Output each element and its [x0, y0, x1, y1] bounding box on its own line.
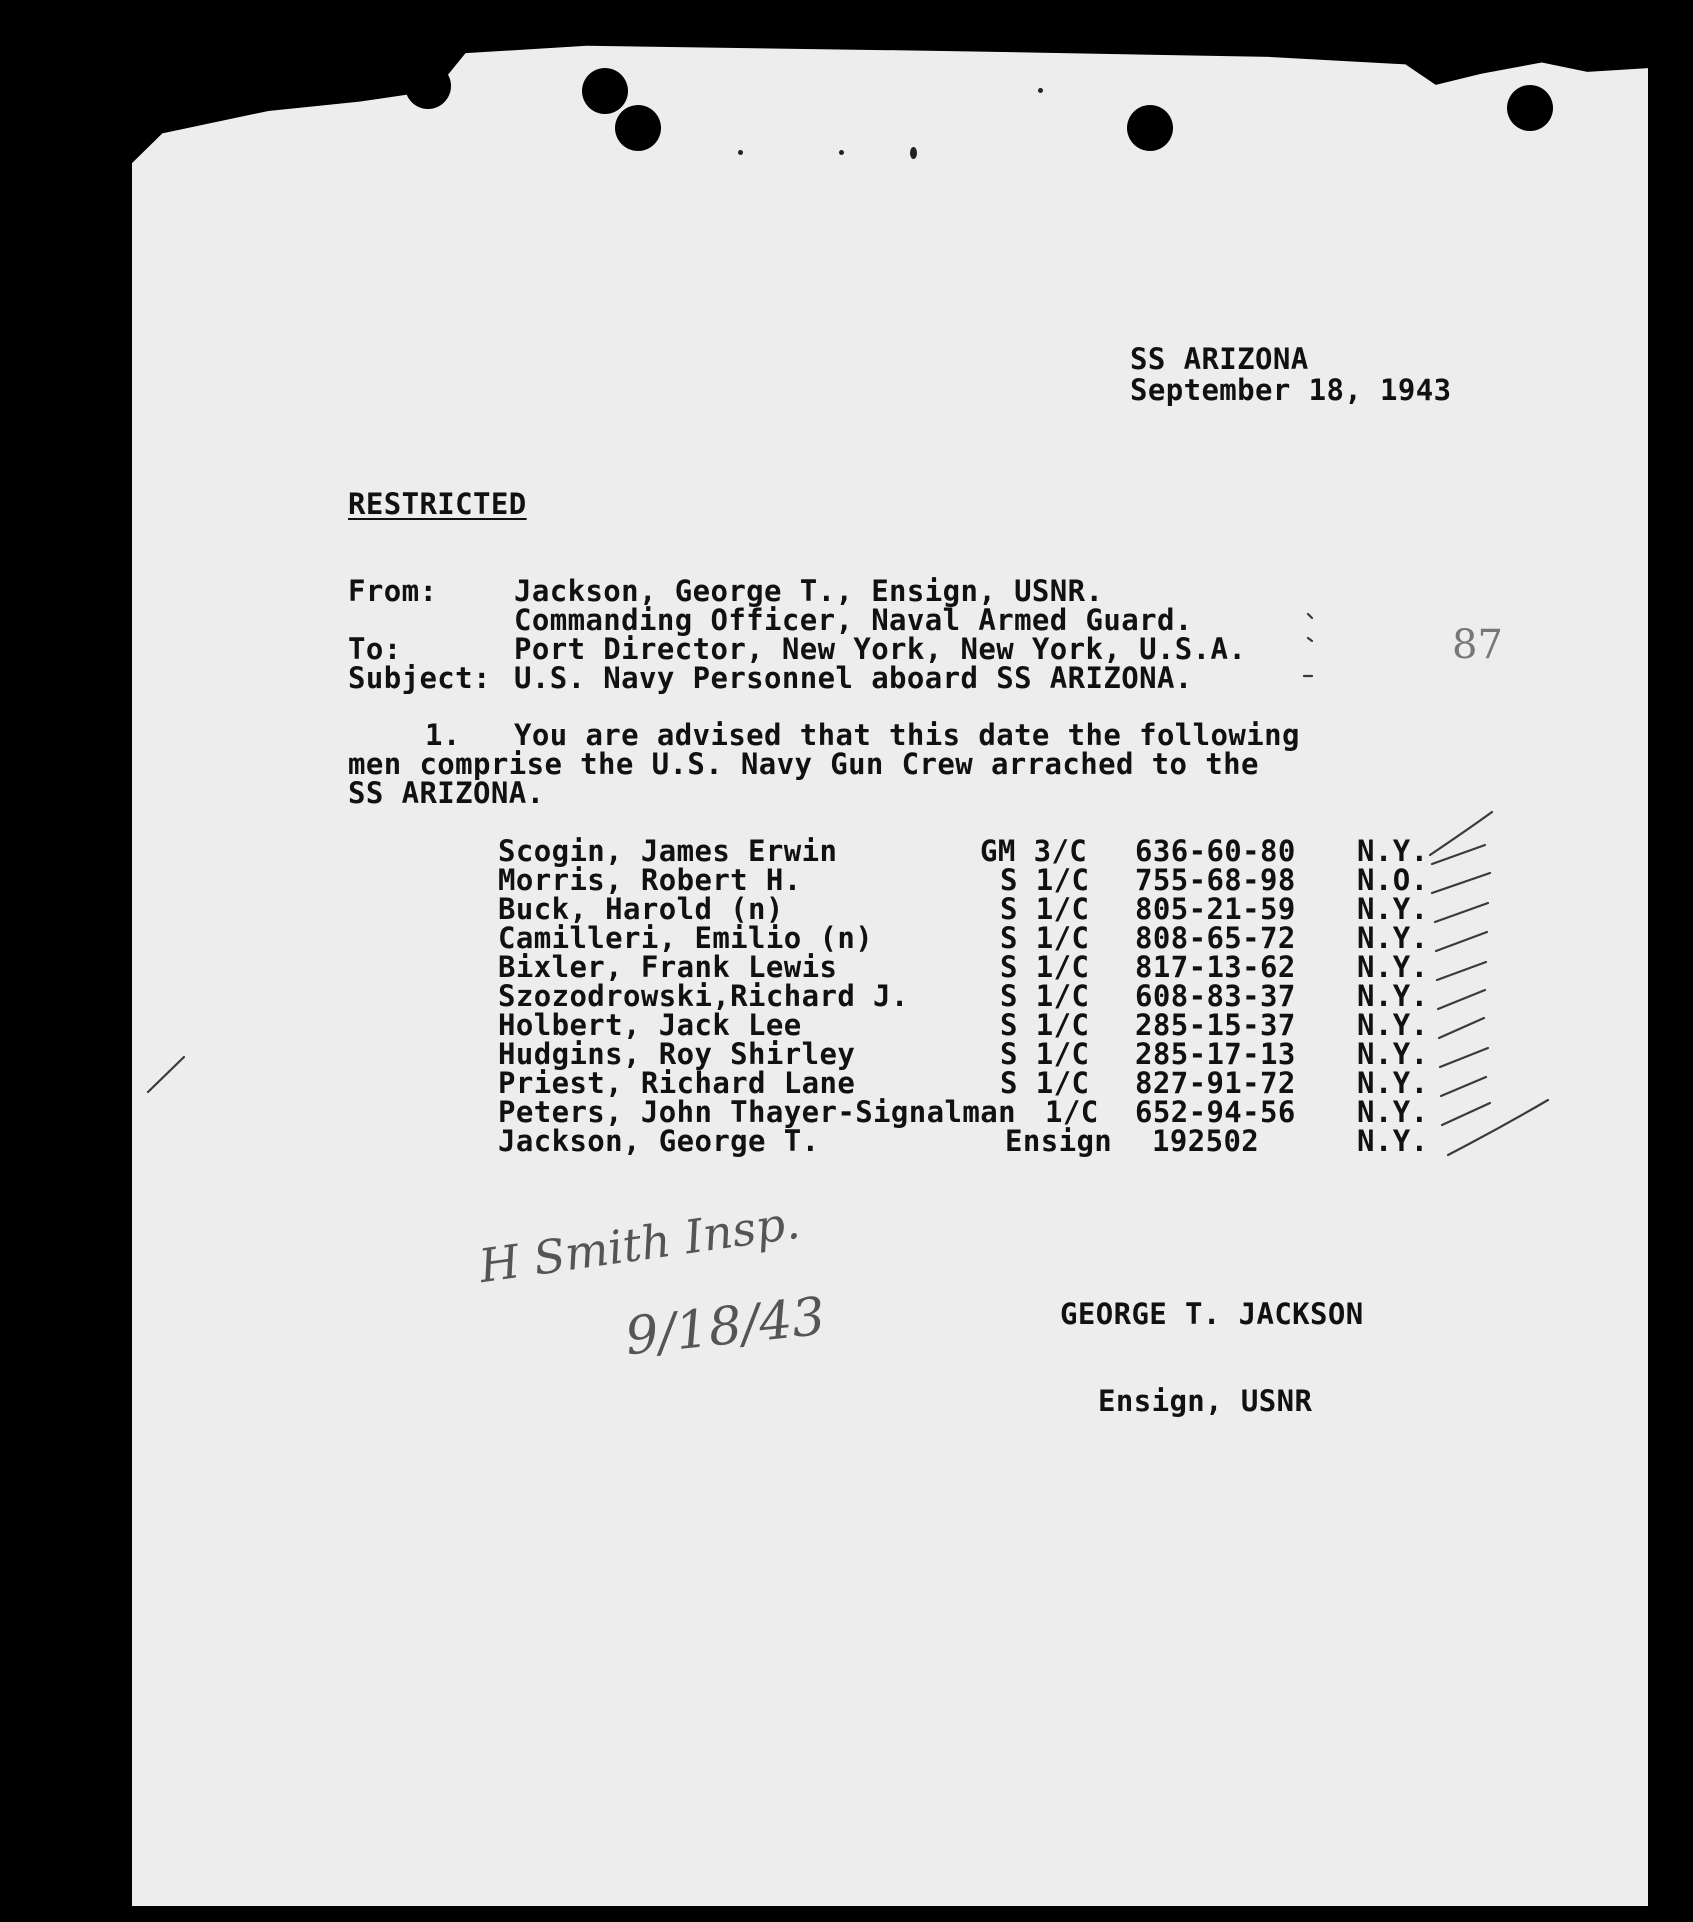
- crew-state: N.Y.: [1357, 950, 1429, 984]
- crew-rate: S 1/C: [1000, 1037, 1090, 1071]
- signature-name: GEORGE T. JACKSON: [1060, 1297, 1364, 1331]
- crew-rate: S 1/C: [1000, 1008, 1090, 1042]
- crew-service-number: 608-83-37: [1135, 979, 1296, 1013]
- crew-rate: Ensign: [1005, 1124, 1113, 1158]
- from-value-line1: Jackson, George T., Ensign, USNR.: [514, 574, 1104, 608]
- classification-label: RESTRICTED: [348, 487, 527, 521]
- crew-rate: 1/C: [1045, 1095, 1099, 1129]
- crew-state: N.Y.: [1357, 921, 1429, 955]
- crew-service-number: 817-13-62: [1135, 950, 1296, 984]
- subject-label: Subject:: [348, 661, 491, 695]
- crew-name: Peters, John Thayer-Signalman: [498, 1095, 1016, 1129]
- crew-rate: S 1/C: [1000, 979, 1090, 1013]
- crew-name: Bixler, Frank Lewis: [498, 950, 838, 984]
- to-value: Port Director, New York, New York, U.S.A.: [514, 632, 1247, 666]
- crew-service-number: 805-21-59: [1135, 892, 1296, 926]
- crew-service-number: 192502: [1152, 1124, 1260, 1158]
- crew-service-number: 755-68-98: [1135, 863, 1296, 897]
- crew-name: Camilleri, Emilio (n): [498, 921, 874, 955]
- crew-state: N.Y.: [1357, 1124, 1429, 1158]
- crew-rate: S 1/C: [1000, 1066, 1090, 1100]
- crew-service-number: 827-91-72: [1135, 1066, 1296, 1100]
- paragraph-number: 1.: [425, 718, 461, 752]
- to-label: To:: [348, 632, 402, 666]
- subject-value: U.S. Navy Personnel aboard SS ARIZONA.: [514, 661, 1193, 695]
- margin-page-number: 87: [1452, 622, 1503, 668]
- crew-name: Priest, Richard Lane: [498, 1066, 856, 1100]
- crew-service-number: 652-94-56: [1135, 1095, 1296, 1129]
- crew-state: N.Y.: [1357, 834, 1429, 868]
- crew-rate: S 1/C: [1000, 950, 1090, 984]
- letter-date: September 18, 1943: [1130, 373, 1452, 407]
- crew-state: N.Y.: [1357, 1095, 1429, 1129]
- crew-name: Szozodrowski,Richard J.: [498, 979, 909, 1013]
- crew-service-number: 808-65-72: [1135, 921, 1296, 955]
- paragraph-line: You are advised that this date the following: [514, 718, 1300, 752]
- crew-name: Buck, Harold (n): [498, 892, 784, 926]
- signature-title: Ensign, USNR: [1098, 1384, 1313, 1418]
- crew-state: N.Y.: [1357, 1066, 1429, 1100]
- handwritten-inspection-date: 9/18/43: [622, 1286, 829, 1368]
- crew-rate: S 1/C: [1000, 892, 1090, 926]
- from-label: From:: [348, 574, 438, 608]
- crew-service-number: 636-60-80: [1135, 834, 1296, 868]
- crew-service-number: 285-15-37: [1135, 1008, 1296, 1042]
- crew-state: N.Y.: [1357, 1037, 1429, 1071]
- crew-name: Holbert, Jack Lee: [498, 1008, 802, 1042]
- crew-rate: GM 3/C: [980, 834, 1088, 868]
- handwritten-inspector-note: H Smith Insp.: [475, 1194, 803, 1294]
- crew-state: N.O.: [1357, 863, 1429, 897]
- crew-rate: S 1/C: [1000, 863, 1090, 897]
- crew-name: Scogin, James Erwin: [498, 834, 838, 868]
- crew-state: N.Y.: [1357, 892, 1429, 926]
- paragraph-line: men comprise the U.S. Navy Gun Crew arrached to the: [348, 747, 1259, 781]
- from-value-line2: Commanding Officer, Naval Armed Guard.: [514, 603, 1193, 637]
- crew-state: N.Y.: [1357, 979, 1429, 1013]
- crew-name: Jackson, George T.: [498, 1124, 820, 1158]
- crew-name: Hudgins, Roy Shirley: [498, 1037, 856, 1071]
- crew-rate: S 1/C: [1000, 921, 1090, 955]
- crew-service-number: 285-17-13: [1135, 1037, 1296, 1071]
- crew-name: Morris, Robert H.: [498, 863, 802, 897]
- crew-state: N.Y.: [1357, 1008, 1429, 1042]
- paragraph-line: SS ARIZONA.: [348, 776, 545, 810]
- ship-name: SS ARIZONA: [1130, 342, 1309, 376]
